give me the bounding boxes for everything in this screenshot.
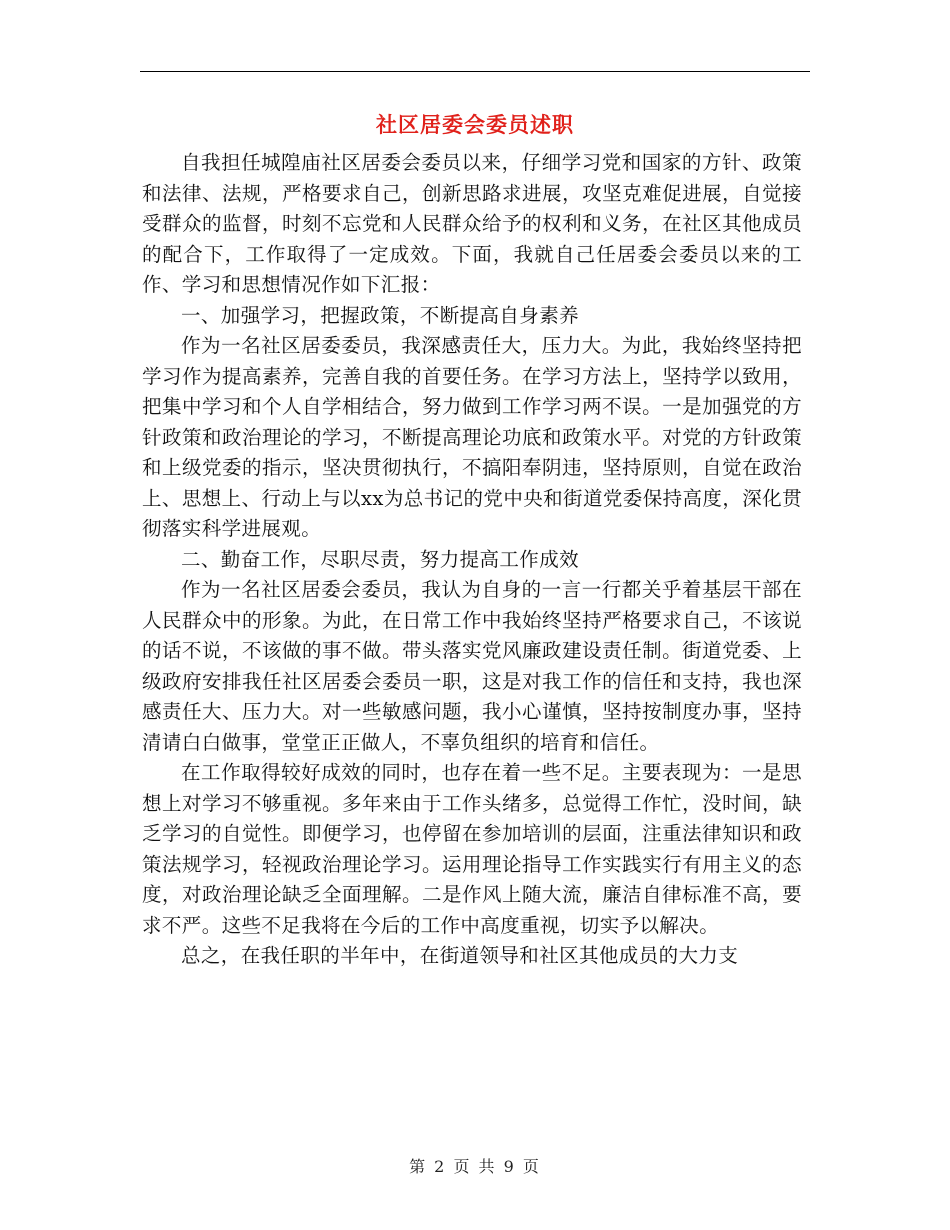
header-rule — [140, 71, 810, 72]
document-body — [142, 148, 802, 972]
paragraph-intro: 自我担任城隍庙社区居委会委员以来，仔细学习党和国家的方针、政策和法律、法规，严格要求自己，创新思路求进展，攻坚克难促进展，自觉接受群众的监督，时刻不忘党和人民群众给予的权利和义务，在社区其他成员的配合下，工作取得了一定成效。下面，我就自己任居委会委员以来的工作、学习和思想情况作如下汇报： — [142, 151, 802, 296]
section-heading-2: 二、勤奋工作，尽职尽责，努力提高工作成效 — [181, 547, 580, 571]
section-heading-1: 一、加强学习，把握政策，不断提高自身素养 — [181, 303, 580, 327]
paragraph-shortcomings: 在工作取得较好成效的同时，也存在着一些不足。主要表现为：一是思想上对学习不够重视。多年来由于工作头绪多，总觉得工作忙，没时间，缺乏学习的自觉性。即便学习，也停留在参加培训的层面，注重法律知识和政策法规学习，轻视政治理论学习。运用理论指导工作实践实行有用主义的态度，对政治理论缺乏全面理解。二是作风上随大流，廉洁自律标准不高，要求不严。这些不足我将在今后的工作中高度重视，切实予以解决。 — [142, 761, 802, 937]
paragraph-work: 作为一名社区居委会委员，我认为自身的一言一行都关乎着基层干部在人民群众中的形象。为此，在日常工作中我始终坚持严格要求自己，不该说的话不说，不该做的事不做。带头落实党风廉政建设责任制。街道党委、上级政府安排我任社区居委会委员一职，这是对我工作的信任和支持，我也深感责任大、压力大。对一些敏感问题，我小心谨慎，坚持按制度办事，坚持清请白白做事，堂堂正正做人，不辜负组织的培育和信任。 — [142, 578, 802, 754]
document-title: 社区居委会委员述职 — [376, 112, 574, 137]
paragraph-study: 作为一名社区居委委员，我深感责任大，压力大。为此，我始终坚持把学习作为提高素养，完善自我的首要任务。在学习方法上，坚持学以致用，把集中学习和个人自学相结合，努力做到工作学习两不误。一是加强党的方针政策和政治理论的学习，不断提高理论功底和政策水平。对党的方针政策和上级党委的指示，坚决贯彻执行，不搞阳奉阴违，坚持原则，自觉在政治上、思想上、行动上与以xx为总书记的党中央和街道党委保持高度，深化贯彻落实科学进展观。 — [142, 334, 802, 540]
paragraph-conclusion: 总之，在我任职的半年中，在街道领导和社区其他成员的大力支 — [181, 944, 739, 967]
page-number: 第 2 页 共 9 页 — [409, 1157, 541, 1176]
